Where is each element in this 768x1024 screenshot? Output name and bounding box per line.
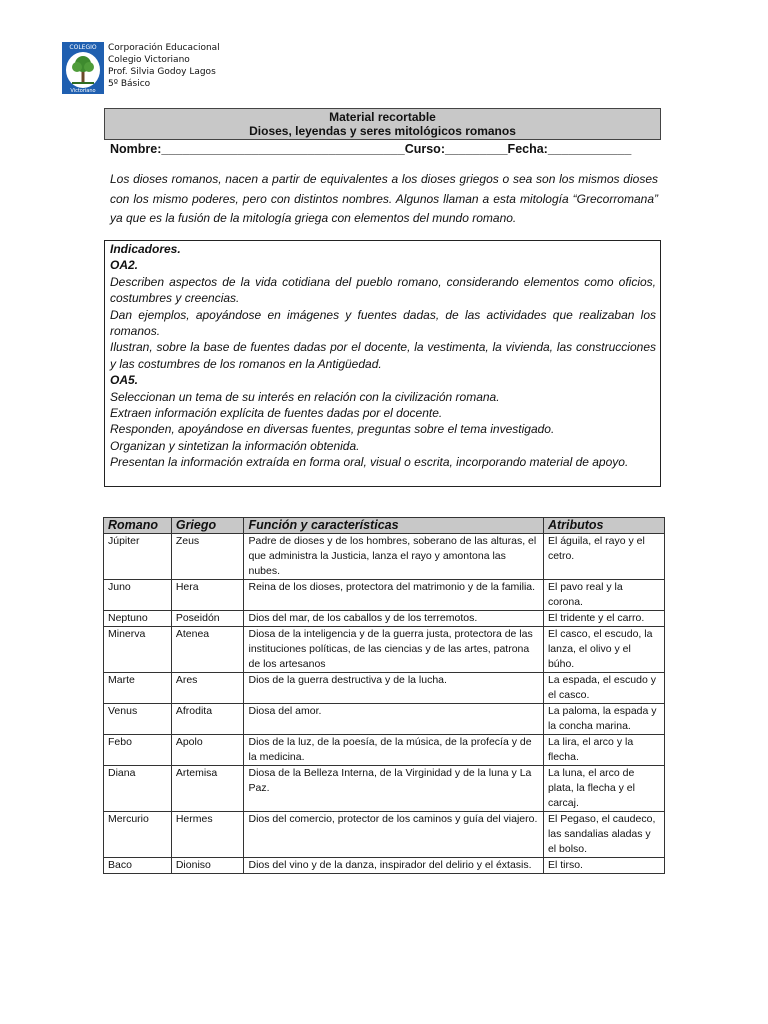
indicator-item: Extraen información explícita de fuentes dadas por el docente. [110,406,443,421]
function-text: Diosa del amor. [244,704,543,735]
function-text: Diosa de la inteligencia y de la guerra justa, protectora de las instituciones políticas, de las ciencias y de las artes, patrona de los artesanos [244,627,543,673]
table-row [104,611,665,627]
greek-name: Zeus [171,534,244,580]
school-logo [62,42,104,94]
table-row [104,735,665,766]
roman-name: Baco [104,858,172,874]
header-romano: Romano [104,518,172,534]
school-info [108,42,220,90]
function-text: Dios de la luz, de la poesía, de la música, de la profecía y de la medicina. [244,735,543,766]
roman-name: Febo [104,735,172,766]
grade-level: 5º Básico [108,79,151,89]
roman-name: Minerva [104,627,172,673]
table-row [104,534,665,580]
student-form-line[interactable]: Nombre:___________________________________Curso:_________Fecha:____________ [110,142,632,156]
greek-name: Artemisa [171,766,244,812]
institution-name: Corporación Educacional [108,43,220,53]
intro-paragraph: Los dioses romanos, nacen a partir de equivalentes a los dioses griegos o sea son los mismos dioses con los mismo poderes, pero con distintos nombres. Algunos llaman a esta mitología “Grecorromana” ya que es la fusión de la mitología griega con elementos del mundo romano. [110,172,658,225]
table-row [104,858,665,874]
function-text: Reina de los dioses, protectora del matrimonio y de la familia. [244,580,543,611]
attributes-text: La espada, el escudo y el casco. [543,673,664,704]
gods-table [103,517,665,874]
function-text: Dios de la guerra destructiva y de la lucha. [244,673,543,704]
indicator-item: Presentan la información extraída en forma oral, visual o escrita, incorporando material de apoyo. [110,455,629,470]
attributes-text: El pavo real y la corona. [543,580,664,611]
roman-name: Diana [104,766,172,812]
indicator-item: Seleccionan un tema de su interés en relación con la civilización romana. [110,389,500,404]
function-text: Diosa de la Belleza Interna, de la Virginidad y de la luna y La Paz. [244,766,543,812]
attributes-text: El tirso. [543,858,664,874]
logo-text-top: COLEGIO [69,44,97,51]
attributes-text: El Pegaso, el caudeco, las sandalias aladas y el bolso. [543,812,664,858]
attributes-text: El tridente y el carro. [543,611,664,627]
indicator-item: Ilustran, sobre la base de fuentes dadas por el docente, la vestimenta, la vivienda, las construcciones y las costumbres de los romanos en la Antigüedad. [110,340,656,371]
header-griego: Griego [171,518,244,534]
header-atributos: Atributos [543,518,664,534]
roman-name: Neptuno [104,611,172,627]
greek-name: Afrodita [171,704,244,735]
oa2-label: OA2. [110,258,139,273]
greek-name: Ares [171,673,244,704]
header-funcion: Función y características [244,518,543,534]
attributes-text: El águila, el rayo y el cetro. [543,534,664,580]
roman-name: Mercurio [104,812,172,858]
roman-name: Venus [104,704,172,735]
teacher-name: Prof. Silvia Godoy Lagos [108,67,216,77]
school-name: Colegio Victoriano [108,55,190,65]
function-text: Dios del vino y de la danza, inspirador del delirio y el éxtasis. [244,858,543,874]
roman-name: Juno [104,580,172,611]
greek-name: Poseidón [171,611,244,627]
table-row [104,812,665,858]
oa5-label: OA5. [110,373,139,388]
indicators-heading: Indicadores. [110,242,181,256]
roman-name: Marte [104,673,172,704]
greek-name: Dioniso [171,858,244,874]
attributes-text: La lira, el arco y la flecha. [543,735,664,766]
indicator-item: Organizan y sintetizan la información obtenida. [110,438,360,453]
table-row [104,766,665,812]
table-row [104,673,665,704]
attributes-text: La paloma, la espada y la concha marina. [543,704,664,735]
greek-name: Atenea [171,627,244,673]
greek-name: Apolo [171,735,244,766]
function-text: Dios del mar, de los caballos y de los terremotos. [244,611,543,627]
title-line-1: Material recortable [329,110,436,124]
table-row [104,580,665,611]
attributes-text: El casco, el escudo, la lanza, el olivo y el búho. [543,627,664,673]
roman-name: Júpiter [104,534,172,580]
indicators-box [104,240,661,487]
indicator-item: Responden, apoyándose en diversas fuentes, preguntas sobre el tema investigado. [110,422,555,437]
greek-name: Hera [171,580,244,611]
table-header-row [104,518,665,534]
greek-name: Hermes [171,812,244,858]
function-text: Dios del comercio, protector de los caminos y guía del viajero. [244,812,543,858]
table-row [104,704,665,735]
logo-text-bottom: Victoriano [70,88,96,94]
indicator-item: Dan ejemplos, apoyándose en imágenes y fuentes dadas, de las actividades que realizaban los romanos. [110,307,656,339]
indicator-item: Describen aspectos de la vida cotidiana del pueblo romano, considerando elementos como oficios, costumbres y creencias. [110,274,656,306]
attributes-text: La luna, el arco de plata, la flecha y el carcaj. [543,766,664,812]
table-row [104,627,665,673]
title-line-2: Dioses, leyendas y seres mitológicos romanos [249,124,516,138]
title-box [104,108,661,140]
function-text: Padre de dioses y de los hombres, soberano de las alturas, el que administra la Justicia, lanza el rayo y amontona las nubes. [244,534,543,580]
